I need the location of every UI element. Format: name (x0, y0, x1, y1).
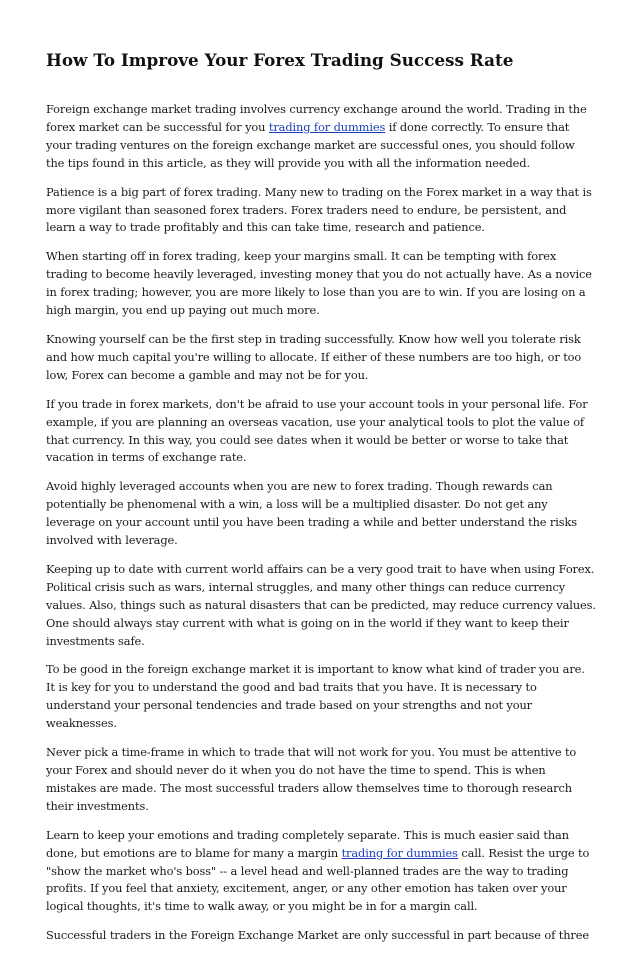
paragraph (46, 331, 596, 385)
paragraph-text: Patience is a big part of forex trading. Many new to trading on the Forex market in a way that is more vigilant than seasoned forex traders. Forex traders need to endure, be persistent, and learn a way to trade profitably and this can take time, research and patience. (46, 184, 592, 235)
paragraph (46, 101, 596, 173)
article-body (46, 101, 596, 945)
paragraph (46, 927, 596, 945)
paragraph (46, 248, 596, 320)
paragraph-text: Foreign exchange market trading involves currency exchange around the world. Trading in the forex market can be successful for you (46, 102, 587, 134)
paragraph-text: Keeping up to date with current world affairs can be a very good trait to have when using Forex. Political crisis such as wars, internal struggles, and many other things can reduce currency values. Also, things such as natural disasters that can be predicted, may reduce currency values. One should always stay current with what is going on in the world if they want to keep their investments safe. (46, 561, 596, 648)
paragraph (46, 744, 596, 816)
trading-for-dummies-link[interactable]: trading for dummies (268, 119, 386, 134)
document-page (46, 50, 596, 956)
paragraph-text: To be good in the foreign exchange market it is important to know what kind of trader you are. It is key for you to understand the good and bad traits that you have. It is necessary to understand your personal tendencies and trade based on your strengths and not your weaknesses. (46, 662, 585, 731)
paragraph-text: if done correctly. To ensure that your trading ventures on the foreign exchange market are successful ones, you should follow the tips found in this article, as they will provide you with all the information needed. (46, 119, 575, 170)
trading-for-dummies-link[interactable]: trading for dummies (341, 845, 458, 860)
paragraph-text: Avoid highly leveraged accounts when you are new to forex trading. Though rewards can potentially be phenomenal with a win, a loss will be a multiplied disaster. Do not get any leverage on your account until you have been trading a while and better understand the risks involved with leverage. (46, 479, 578, 548)
paragraph (46, 396, 596, 468)
paragraph (46, 184, 596, 238)
paragraph-text: Never pick a time-frame in which to trade that will not work for you. You must be attentive to your Forex and should never do it when you do not have the time to spend. This is when mistakes are made. The most successful traders allow themselves time to thorough research their investments. (46, 745, 577, 813)
paragraph-text: If you trade in forex markets, don't be afraid to use your account tools in your personal life. For example, if you are planning an overseas vacation, use your analytical tools to plot the value of that currency. In this way, you could see dates when it would be better or worse to take that vacation in terms of exchange rate. (46, 396, 588, 465)
paragraph (46, 561, 596, 651)
paragraph (46, 478, 596, 550)
paragraph-text: Knowing yourself can be the first step in trading successfully. Know how well you tolerate risk and how much capital you're willing to allocate. If either of these numbers are too high, or too low, Forex can become a gamble and may not be for you. (46, 331, 582, 382)
paragraph-text: Successful traders in the Foreign Exchange Market are only successful in part because of three (46, 928, 589, 943)
paragraph-text: call. Resist the urge to "show the market who's boss" -- a level head and well-planned trades are the way to trading profits. If you feel that anxiety, excitement, anger, or any other emotion has taken over your logical thoughts, it's time to walk away, or you might be in for a margin call. (46, 845, 590, 914)
paragraph-text: Learn to keep your emotions and trading completely separate. This is much easier said than done, but emotions are to blame for many a margin (46, 827, 569, 860)
paragraph (46, 661, 596, 733)
page-title: How To Improve Your Forex Trading Success Rate (46, 50, 514, 70)
paragraph-text: When starting off in forex trading, keep your margins small. It can be tempting with forex trading to become heavily leveraged, investing money that you do not actually have. As a novice in forex trading; however, you are more likely to lose than you are to win. If you are losing on a high margin, you end up paying out much more. (46, 249, 592, 318)
